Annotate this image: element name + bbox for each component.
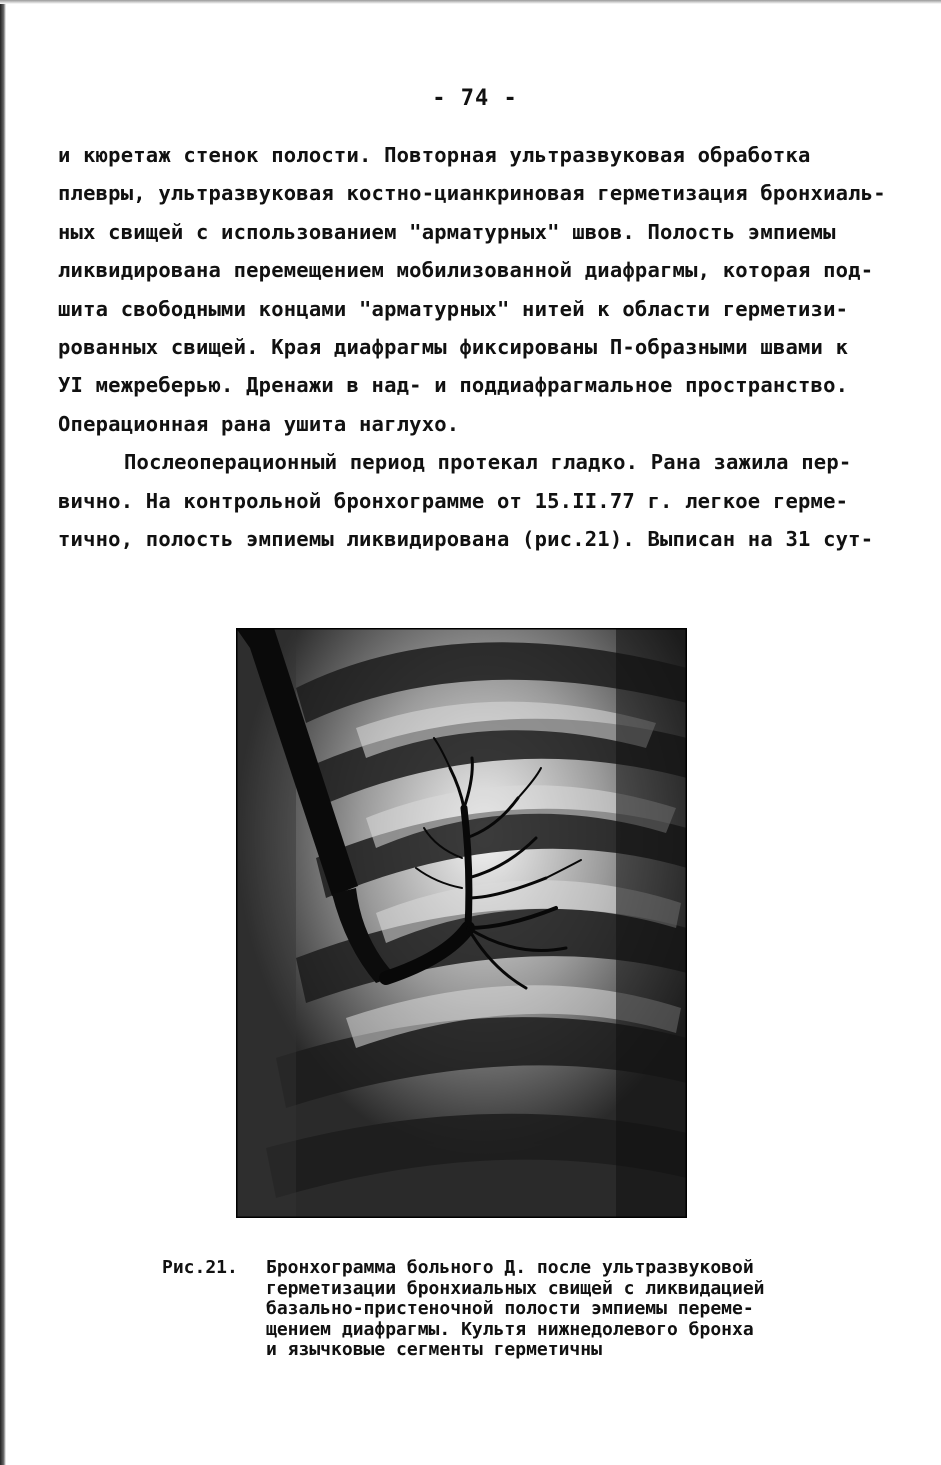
scan-left-edge	[0, 0, 6, 1465]
caption-line: и язычковые сегменты герметичны	[266, 1339, 602, 1360]
text-line-paragraph-start: Послеоперационный период протекал гладко. Рана зажила пер-	[124, 450, 852, 475]
text-line: Операционная рана ушита наглухо.	[58, 411, 460, 436]
caption-line: Бронхограмма больного Д. после ультразвуковой	[266, 1257, 754, 1278]
text-line: и кюретаж стенок полости. Повторная ультразвуковая обработка	[58, 143, 811, 167]
caption-line: щением диафрагмы. Культя нижнедолевого бронха	[266, 1318, 754, 1340]
text-line: тично, полость эмпиемы ликвидирована (рис.21). Выписан на 31 сут-	[58, 526, 874, 551]
xray-bronchogram-image	[236, 628, 687, 1218]
body-text	[58, 136, 898, 558]
text-line: ных свищей с использованием "арматурных" швов. Полость эмпиемы	[58, 219, 836, 244]
text-line: плевры, ультразвуковая костно-цианкриновая герметизация бронхиаль-	[58, 181, 886, 206]
scan-top-edge	[0, 0, 941, 4]
text-line: рованных свищей. Края диафрагмы фиксированы П-образными швами к	[58, 334, 849, 359]
page-number: - 74 -	[432, 86, 518, 111]
text-line: вично. На контрольной бронхограмме от 15.II.77 г. легкое герме-	[58, 488, 849, 513]
caption-line: базально-пристеночной полости эмпиемы переме-	[266, 1298, 754, 1319]
caption-line: герметизации бронхиальных свищей с ликвидацией	[266, 1277, 765, 1299]
text-line: ликвидирована перемещением мобилизованной диафрагмы, которая под-	[58, 258, 874, 283]
caption-text	[266, 1258, 765, 1361]
text-line: шита свободными концами "арматурных" нитей к области герметизи-	[58, 296, 849, 321]
text-line: УI межреберью. Дренажи в над- и поддиафрагмальное пространство.	[58, 373, 849, 398]
caption-label: Рис.21.	[162, 1257, 238, 1278]
